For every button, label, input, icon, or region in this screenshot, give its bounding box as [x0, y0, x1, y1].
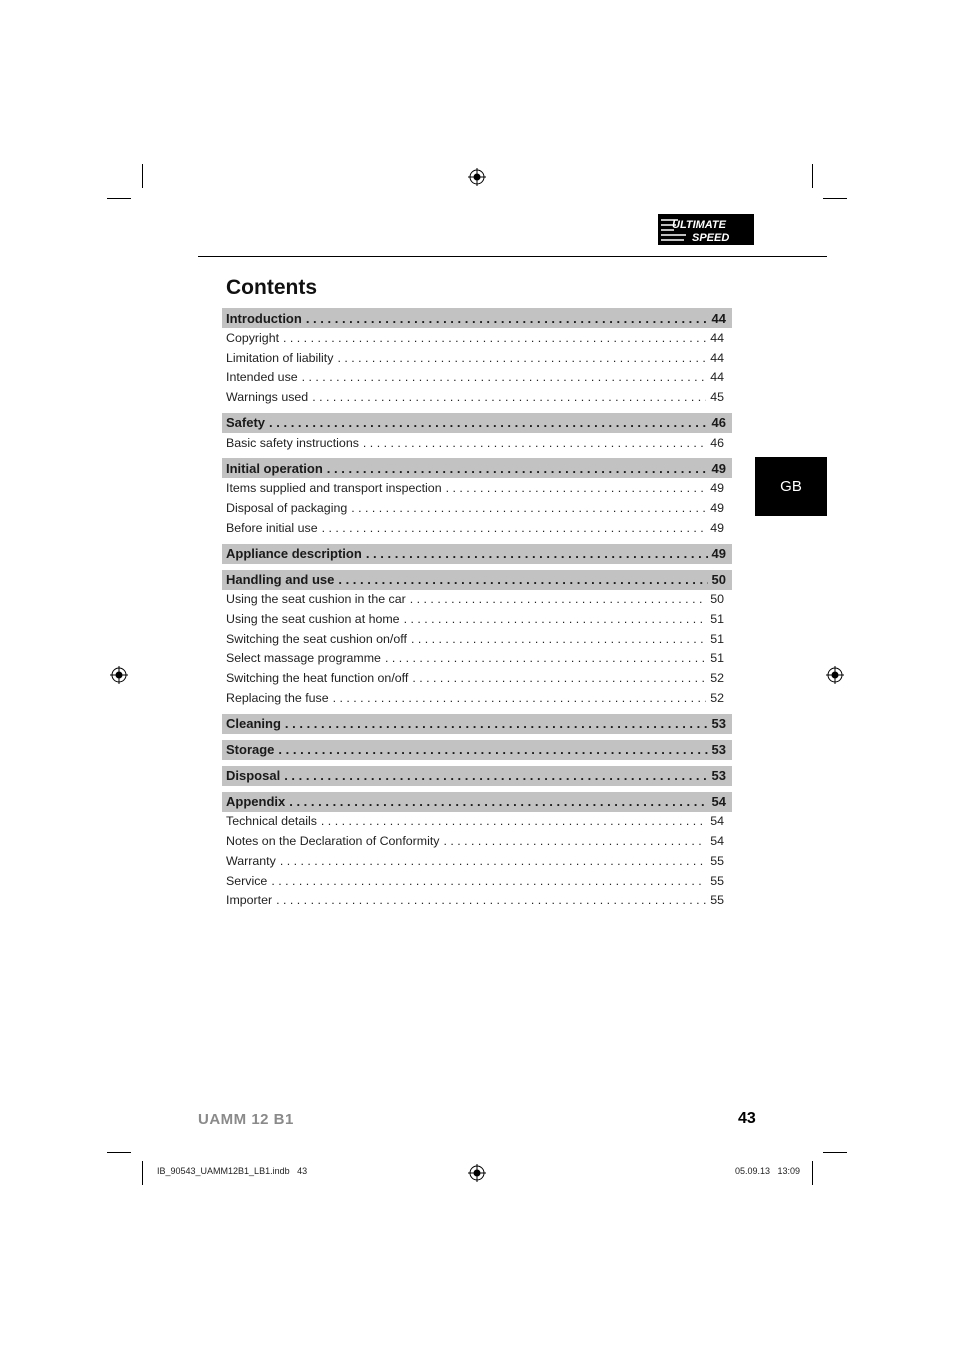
- toc-item[interactable]: Using the seat cushion in the car . . . 50: [222, 590, 732, 610]
- registration-mark-icon: [826, 666, 844, 684]
- registration-mark-icon: [468, 1164, 486, 1182]
- toc-item[interactable]: Notes on the Declaration of Conformity . . . 54: [222, 831, 732, 851]
- crop-mark: [812, 164, 813, 188]
- toc-section-disposal[interactable]: [222, 766, 732, 786]
- toc-page: 49: [711, 546, 726, 561]
- toc-page: 54: [711, 794, 726, 810]
- toc-page: 53: [711, 742, 726, 758]
- toc-item[interactable]: Disposal of packaging . . . 49: [222, 498, 732, 518]
- header-rule: [198, 256, 827, 257]
- toc-section-safety[interactable]: [222, 413, 732, 433]
- toc-item[interactable]: Switching the seat cushion on/off . . . 51: [222, 629, 732, 649]
- toc-section-appliance-description[interactable]: [222, 544, 732, 564]
- toc-heading: Cleaning: [226, 716, 281, 732]
- toc-heading: Introduction: [226, 310, 302, 326]
- toc-page: 53: [711, 716, 726, 732]
- toc-section-introduction[interactable]: [222, 308, 732, 328]
- registration-mark-icon: [110, 666, 128, 684]
- toc-item[interactable]: Before initial use . . . 49: [222, 518, 732, 538]
- toc-heading: Storage: [226, 742, 275, 758]
- toc-page: 49: [711, 460, 726, 476]
- print-slug-file: IB_90543_UAMM12B1_LB1.indb 43: [157, 1166, 308, 1176]
- footer-model: UAMM 12 B1: [198, 1111, 294, 1128]
- toc-heading: Initial operation: [226, 460, 323, 476]
- toc-item[interactable]: Limitation of liability . . . 44: [222, 348, 732, 368]
- toc-item[interactable]: Importer . . . 55: [222, 890, 732, 910]
- toc-heading: Appendix: [226, 794, 286, 810]
- crop-mark: [823, 198, 847, 199]
- toc-item[interactable]: Copyright . . . 44: [222, 328, 732, 348]
- print-slug-datetime: 05.09.13 13:09: [735, 1166, 801, 1176]
- toc-section-handling-and-use[interactable]: [222, 570, 732, 590]
- toc-item[interactable]: Items supplied and transport inspection . . . 49: [222, 478, 732, 498]
- toc-heading: Safety: [226, 415, 266, 431]
- crop-mark: [142, 1161, 143, 1185]
- page-title: Contents: [226, 276, 317, 299]
- table-of-contents: [222, 308, 732, 910]
- toc-section-initial-operation[interactable]: [222, 458, 732, 478]
- logo-text-speed: SPEED: [692, 232, 730, 244]
- toc-item[interactable]: Warnings used . . . 45: [222, 387, 732, 407]
- crop-mark: [107, 198, 131, 199]
- crop-mark: [823, 1152, 847, 1153]
- toc-section-storage[interactable]: [222, 740, 732, 760]
- registration-mark-icon: [468, 168, 486, 186]
- toc-item[interactable]: Service . . . 55: [222, 871, 732, 891]
- toc-heading: Handling and use: [226, 572, 335, 587]
- toc-item[interactable]: Switching the heat function on/off . . . 52: [222, 668, 732, 688]
- toc-item[interactable]: Using the seat cushion at home . . . 51: [222, 609, 732, 629]
- language-tab: GB: [755, 457, 827, 516]
- toc-page: 44: [711, 310, 726, 326]
- toc-page: 46: [711, 415, 726, 431]
- footer-page-number: 43: [738, 1110, 756, 1127]
- toc-item[interactable]: Intended use . . . 44: [222, 367, 732, 387]
- toc-page: 53: [711, 768, 726, 784]
- crop-mark: [107, 1152, 131, 1153]
- toc-item[interactable]: Technical details . . . 54: [222, 812, 732, 832]
- toc-section-cleaning[interactable]: [222, 714, 732, 734]
- toc-item[interactable]: Replacing the fuse . . . 52: [222, 688, 732, 708]
- toc-item[interactable]: Select massage programme . . . 51: [222, 649, 732, 669]
- crop-mark: [812, 1161, 813, 1185]
- toc-page: 50: [711, 572, 726, 587]
- brand-logo: [658, 214, 754, 245]
- crop-mark: [142, 164, 143, 188]
- logo-text-ultimate: ULTIMATE: [672, 219, 726, 231]
- toc-heading: Appliance description: [226, 546, 362, 561]
- toc-heading: Disposal: [226, 768, 281, 784]
- toc-section-appendix[interactable]: [222, 792, 732, 812]
- toc-item[interactable]: Basic safety instructions . . . 46: [222, 433, 732, 453]
- toc-item[interactable]: Warranty . . . 55: [222, 851, 732, 871]
